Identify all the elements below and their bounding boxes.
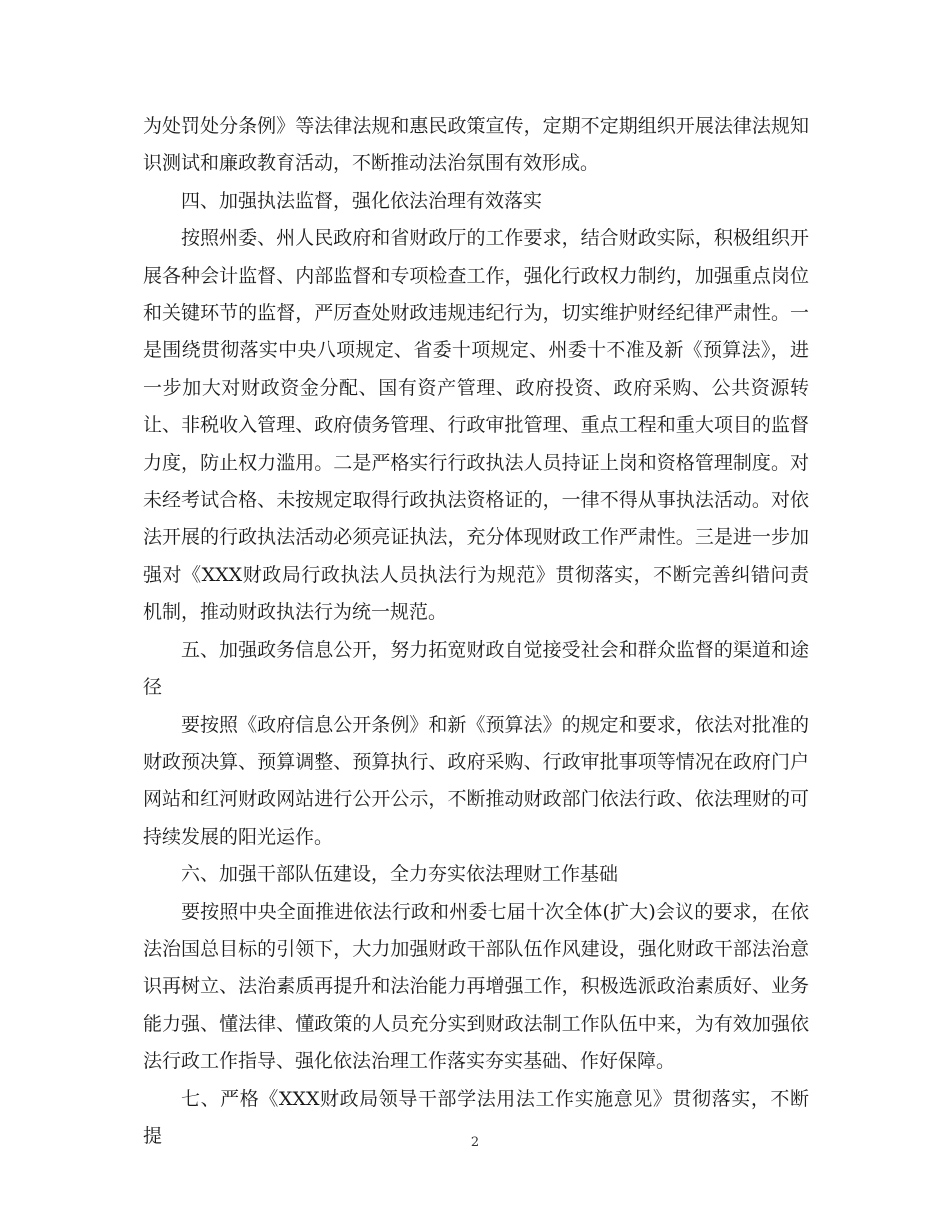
page-number: 2	[470, 1135, 480, 1150]
paragraph-section-5: 要按照《政府信息公开条例》和新《预算法》的规定和要求，依法对批准的财政预决算、预算调整、预算执行、政府采购、行政审批事项等情况在政府门户网站和红河财政网站进行公开公示，不断推动财政部门依法行政、依法理财的可持续发展的阳光运作。	[143, 713, 809, 848]
section-heading-4: 四、加强执法监督，强化依法治理有效落实	[181, 189, 543, 212]
paragraph-section-4: 按照州委、州人民政府和省财政厅的工作要求，结合财政实际，积极组织开展各种会计监督、内部监督和专项检查工作，强化行政权力制约，加强重点岗位和关键环节的监督，严厉查处财政违规违纪行为，切实维护财经纪律严肃性。一是围绕贯彻落实中央八项规定、省委十项规定、州委十不准及新《预算法》，进一步加大对财政资金分配、国有资产管理、政府投资、政府采购、公共资源转让、非税收入管理、政府债务管理、行政审批管理、重点工程和重大项目的监督力度，防止权力滥用。二是严格实行行政执法人员持证上岗和资格管理制度。对未经考试合格、未按规定取得行政执法资格证的，一律不得从事执法活动。对依法开展的行政执法活动必须亮证执法，充分体现财政工作严肃性。三是进一步加强对《XXX财政局行政执法人员执法行为规范》贯彻落实，不断完善纠错问责机制，推动财政执法行为统一规范。	[143, 227, 809, 624]
document-body	[143, 108, 809, 1155]
section-heading-5: 五、加强政务信息公开，努力拓宽财政自觉接受社会和群众监督的渠道和途径	[143, 638, 809, 699]
section-heading-6: 六、加强干部队伍建设，全力夯实依法理财工作基础	[181, 863, 619, 886]
paragraph-continued: 为处罚处分条例》等法律法规和惠民政策宣传，定期不定期组织开展法律法规知识测试和廉政教育活动，不断推动法治氛围有效形成。	[143, 115, 809, 175]
paragraph-section-6: 要按照中央全面推进依法行政和州委七届十次全体(扩大)会议的要求，在依法治国总目标的引领下，大力加强财政干部队伍作风建设，强化财政干部法治意识再树立、法治素质再提升和法治能力再增强工作，积极选派政治素质好、业务能力强、懂法律、懂政策的人员充分实到财政法制工作队伍中来，为有效加强依法行政工作指导、强化依法治理工作落实夯实基础、作好保障。	[143, 900, 809, 1073]
section-heading-7: 七、严格《XXX财政局领导干部学法用法工作实施意见》贯彻落实，不断提	[143, 1087, 809, 1147]
